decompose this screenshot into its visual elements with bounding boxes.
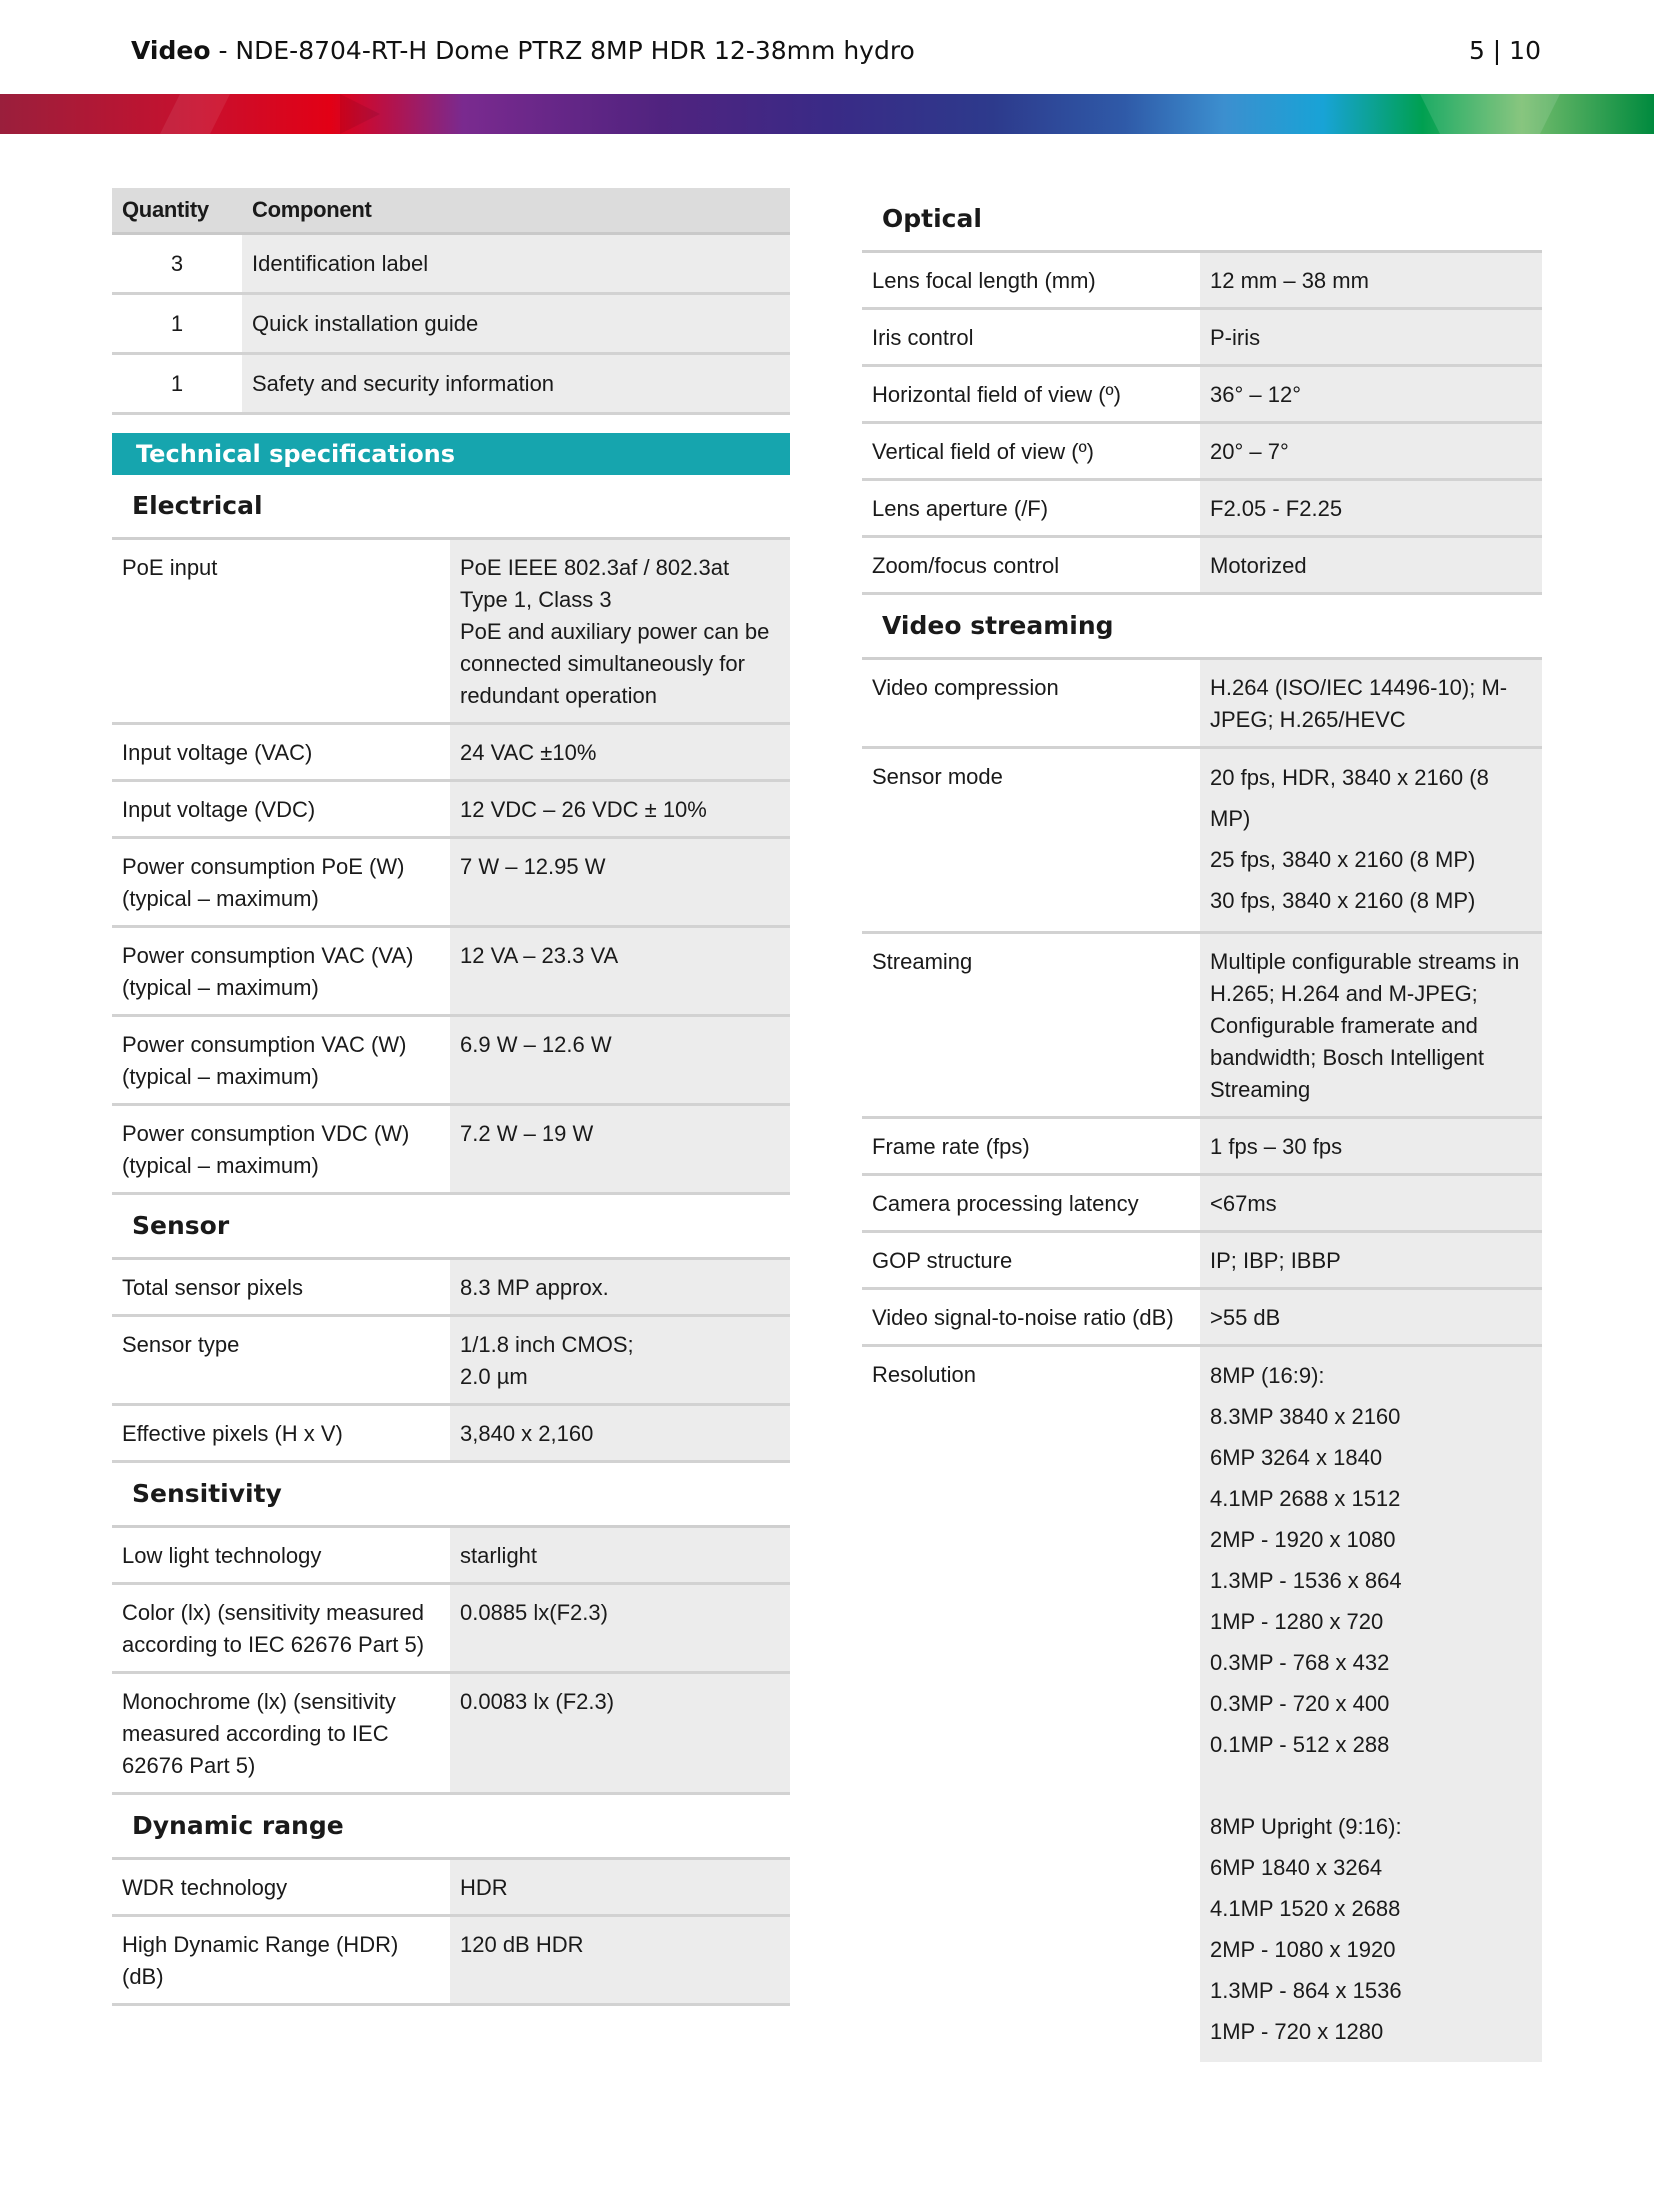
spec-label: Input voltage (VAC)	[122, 740, 313, 765]
spec-row	[862, 253, 1542, 310]
spec-label: WDR technology	[122, 1875, 288, 1900]
spec-label: Low light technology	[122, 1543, 322, 1568]
spec-value: 12 VDC – 26 VDC ± 10%	[450, 782, 790, 836]
table-row	[112, 294, 790, 354]
spec-value: 1/1.8 inch CMOS; 2.0 µm	[450, 1317, 790, 1403]
spec-value: Multiple configurable streams in H.265; H.264 and M-JPEG; Configurable framerate and bandwidth; Bosch Intelligent Streaming	[1200, 934, 1542, 1116]
spec-value: 7 W – 12.95 W	[450, 839, 790, 925]
spec-row	[862, 749, 1542, 934]
optical-title: Optical	[862, 188, 1542, 253]
list-item: 6MP 3264 x 1840	[1210, 1445, 1383, 1470]
spec-label: Vertical field of view (º)	[872, 439, 1094, 464]
spec-row	[862, 481, 1542, 538]
spec-value: 12 mm – 38 mm	[1200, 253, 1542, 307]
spec-row	[112, 1106, 790, 1195]
component-cell: Identification label	[242, 234, 790, 294]
spec-row	[112, 725, 790, 782]
spec-value: 24 VAC ±10%	[450, 725, 790, 779]
spec-row	[112, 1917, 790, 2006]
brand-supergraphic	[0, 94, 1654, 134]
spec-value: IP; IBP; IBBP	[1200, 1233, 1542, 1287]
spec-label: Streaming	[872, 949, 973, 974]
spec-label: Power consumption VDC (W) (typical – maximum)	[122, 1121, 410, 1178]
spec-value: PoE IEEE 802.3af / 802.3at Type 1, Class 3 PoE and auxiliary power can be connected simultaneously for redundant operation	[450, 540, 790, 722]
list-item: 2MP - 1920 x 1080	[1210, 1527, 1396, 1552]
spec-row	[862, 934, 1542, 1119]
left-column	[112, 188, 790, 2006]
technical-specifications-banner: Technical specifications	[112, 433, 790, 475]
spec-label: Effective pixels (H x V)	[122, 1421, 343, 1446]
component-cell: Safety and security information	[242, 354, 790, 414]
spec-label: Video signal-to-noise ratio (dB)	[872, 1305, 1174, 1330]
spec-row	[112, 1585, 790, 1674]
spec-value: <67ms	[1200, 1176, 1542, 1230]
spec-row	[862, 1290, 1542, 1347]
spec-label: Sensor mode	[872, 764, 1003, 789]
list-item: 1MP - 720 x 1280	[1210, 2019, 1384, 2044]
spec-label: Horizontal field of view (º)	[872, 382, 1121, 407]
spec-row	[862, 1347, 1542, 2062]
spec-row	[862, 424, 1542, 481]
list-item: 6MP 1840 x 3264	[1210, 1855, 1383, 1880]
header-product: - NDE-8704-RT-H Dome PTRZ 8MP HDR 12-38mm hydro	[210, 36, 915, 65]
spec-value: >55 dB	[1200, 1290, 1542, 1344]
spec-row	[112, 1860, 790, 1917]
list-item: 8.3MP 3840 x 2160	[1210, 1404, 1401, 1429]
spec-label: Frame rate (fps)	[872, 1134, 1030, 1159]
spec-row	[112, 782, 790, 839]
sensitivity-title: Sensitivity	[112, 1463, 790, 1528]
spec-row	[862, 1233, 1542, 1290]
spec-label: Input voltage (VDC)	[122, 797, 316, 822]
spec-value: 0.0083 lx (F2.3)	[450, 1674, 790, 1792]
list-item: 0.1MP - 512 x 288	[1210, 1732, 1390, 1757]
list-item: 2MP - 1080 x 1920	[1210, 1937, 1396, 1962]
spec-value: 20 fps, HDR, 3840 x 2160 (8 MP) 25 fps, 3840 x 2160 (8 MP) 30 fps, 3840 x 2160 (8 MP)	[1200, 749, 1542, 931]
spec-value: 1 fps – 30 fps	[1200, 1119, 1542, 1173]
spec-row	[112, 540, 790, 725]
page-number: 5 | 10	[1468, 36, 1541, 65]
spec-label: Video compression	[872, 675, 1059, 700]
spec-value: starlight	[450, 1528, 790, 1582]
spec-row	[862, 1176, 1542, 1233]
list-item: 4.1MP 2688 x 1512	[1210, 1486, 1401, 1511]
spec-value: 6.9 W – 12.6 W	[450, 1017, 790, 1103]
spec-row	[112, 1017, 790, 1106]
spec-label: Lens focal length (mm)	[872, 268, 1096, 293]
spec-row	[862, 1119, 1542, 1176]
spec-label: Power consumption PoE (W) (typical – maximum)	[122, 854, 405, 911]
spec-label: PoE input	[122, 555, 218, 580]
list-item: 8MP (16:9):	[1210, 1363, 1325, 1388]
table-row	[112, 354, 790, 414]
spec-label: Sensor type	[122, 1332, 240, 1357]
sensor-title: Sensor	[112, 1195, 790, 1260]
list-item: 0.3MP - 720 x 400	[1210, 1691, 1390, 1716]
spec-label: High Dynamic Range (HDR) (dB)	[122, 1932, 399, 1989]
spec-row	[862, 310, 1542, 367]
spec-label: Zoom/focus control	[872, 553, 1060, 578]
electrical-title: Electrical	[112, 475, 790, 540]
page-header	[131, 36, 1541, 76]
spec-row	[112, 928, 790, 1017]
list-item: 1.3MP - 1536 x 864	[1210, 1568, 1402, 1593]
header-section: Video	[131, 36, 211, 65]
quantity-header: Quantity	[112, 188, 242, 234]
component-header: Component	[242, 188, 790, 234]
spec-label: Monochrome (lx) (sensitivity measured according to IEC 62676 Part 5)	[122, 1689, 396, 1778]
spec-value: 8.3 MP approx.	[450, 1260, 790, 1314]
spec-row	[112, 1260, 790, 1317]
spec-value: F2.05 - F2.25	[1200, 481, 1542, 535]
resolution-list	[1200, 1347, 1542, 2062]
spec-label: Total sensor pixels	[122, 1275, 303, 1300]
component-cell: Quick installation guide	[242, 294, 790, 354]
spec-row	[862, 367, 1542, 424]
spec-label: GOP structure	[872, 1248, 1013, 1273]
scope-of-delivery-table	[112, 188, 790, 415]
spacer	[1210, 1765, 1534, 1806]
spec-label: Lens aperture (/F)	[872, 496, 1049, 521]
spec-value: 120 dB HDR	[450, 1917, 790, 2003]
spec-value: HDR	[450, 1860, 790, 1914]
spec-value: P-iris	[1200, 310, 1542, 364]
video-streaming-title: Video streaming	[862, 595, 1542, 660]
list-item: 1.3MP - 864 x 1536	[1210, 1978, 1402, 2003]
spec-row	[112, 1528, 790, 1585]
spec-value: 36° – 12°	[1200, 367, 1542, 421]
spec-value: 3,840 x 2,160	[450, 1406, 790, 1460]
list-item: 0.3MP - 768 x 432	[1210, 1650, 1390, 1675]
dynamic-range-title: Dynamic range	[112, 1795, 790, 1860]
spec-value: 0.0885 lx(F2.3)	[450, 1585, 790, 1671]
spec-label: Iris control	[872, 325, 974, 350]
quantity-cell: 1	[112, 294, 242, 354]
spec-row	[112, 1406, 790, 1463]
quantity-cell: 3	[112, 234, 242, 294]
spec-value: 20° – 7°	[1200, 424, 1542, 478]
quantity-cell: 1	[112, 354, 242, 414]
spec-value: H.264 (ISO/IEC 14496-10); M-JPEG; H.265/HEVC	[1200, 660, 1542, 746]
spec-row	[112, 839, 790, 928]
spec-row	[862, 660, 1542, 749]
list-item: 4.1MP 1520 x 2688	[1210, 1896, 1401, 1921]
spec-label: Resolution	[872, 1362, 976, 1387]
list-item: 8MP Upright (9:16):	[1210, 1814, 1402, 1839]
spec-value: 12 VA – 23.3 VA	[450, 928, 790, 1014]
spec-label: Camera processing latency	[872, 1191, 1139, 1216]
right-column	[862, 188, 1542, 2062]
spec-label: Power consumption VAC (VA) (typical – maximum)	[122, 943, 414, 1000]
spec-value: Motorized	[1200, 538, 1542, 592]
header-title	[131, 36, 915, 65]
spec-value: 7.2 W – 19 W	[450, 1106, 790, 1192]
table-row	[112, 234, 790, 294]
spec-row	[862, 538, 1542, 595]
spec-row	[112, 1317, 790, 1406]
spec-row	[112, 1674, 790, 1795]
spec-label: Power consumption VAC (W) (typical – maximum)	[122, 1032, 407, 1089]
list-item: 1MP - 1280 x 720	[1210, 1609, 1384, 1634]
spec-label: Color (lx) (sensitivity measured according to IEC 62676 Part 5)	[122, 1600, 425, 1657]
